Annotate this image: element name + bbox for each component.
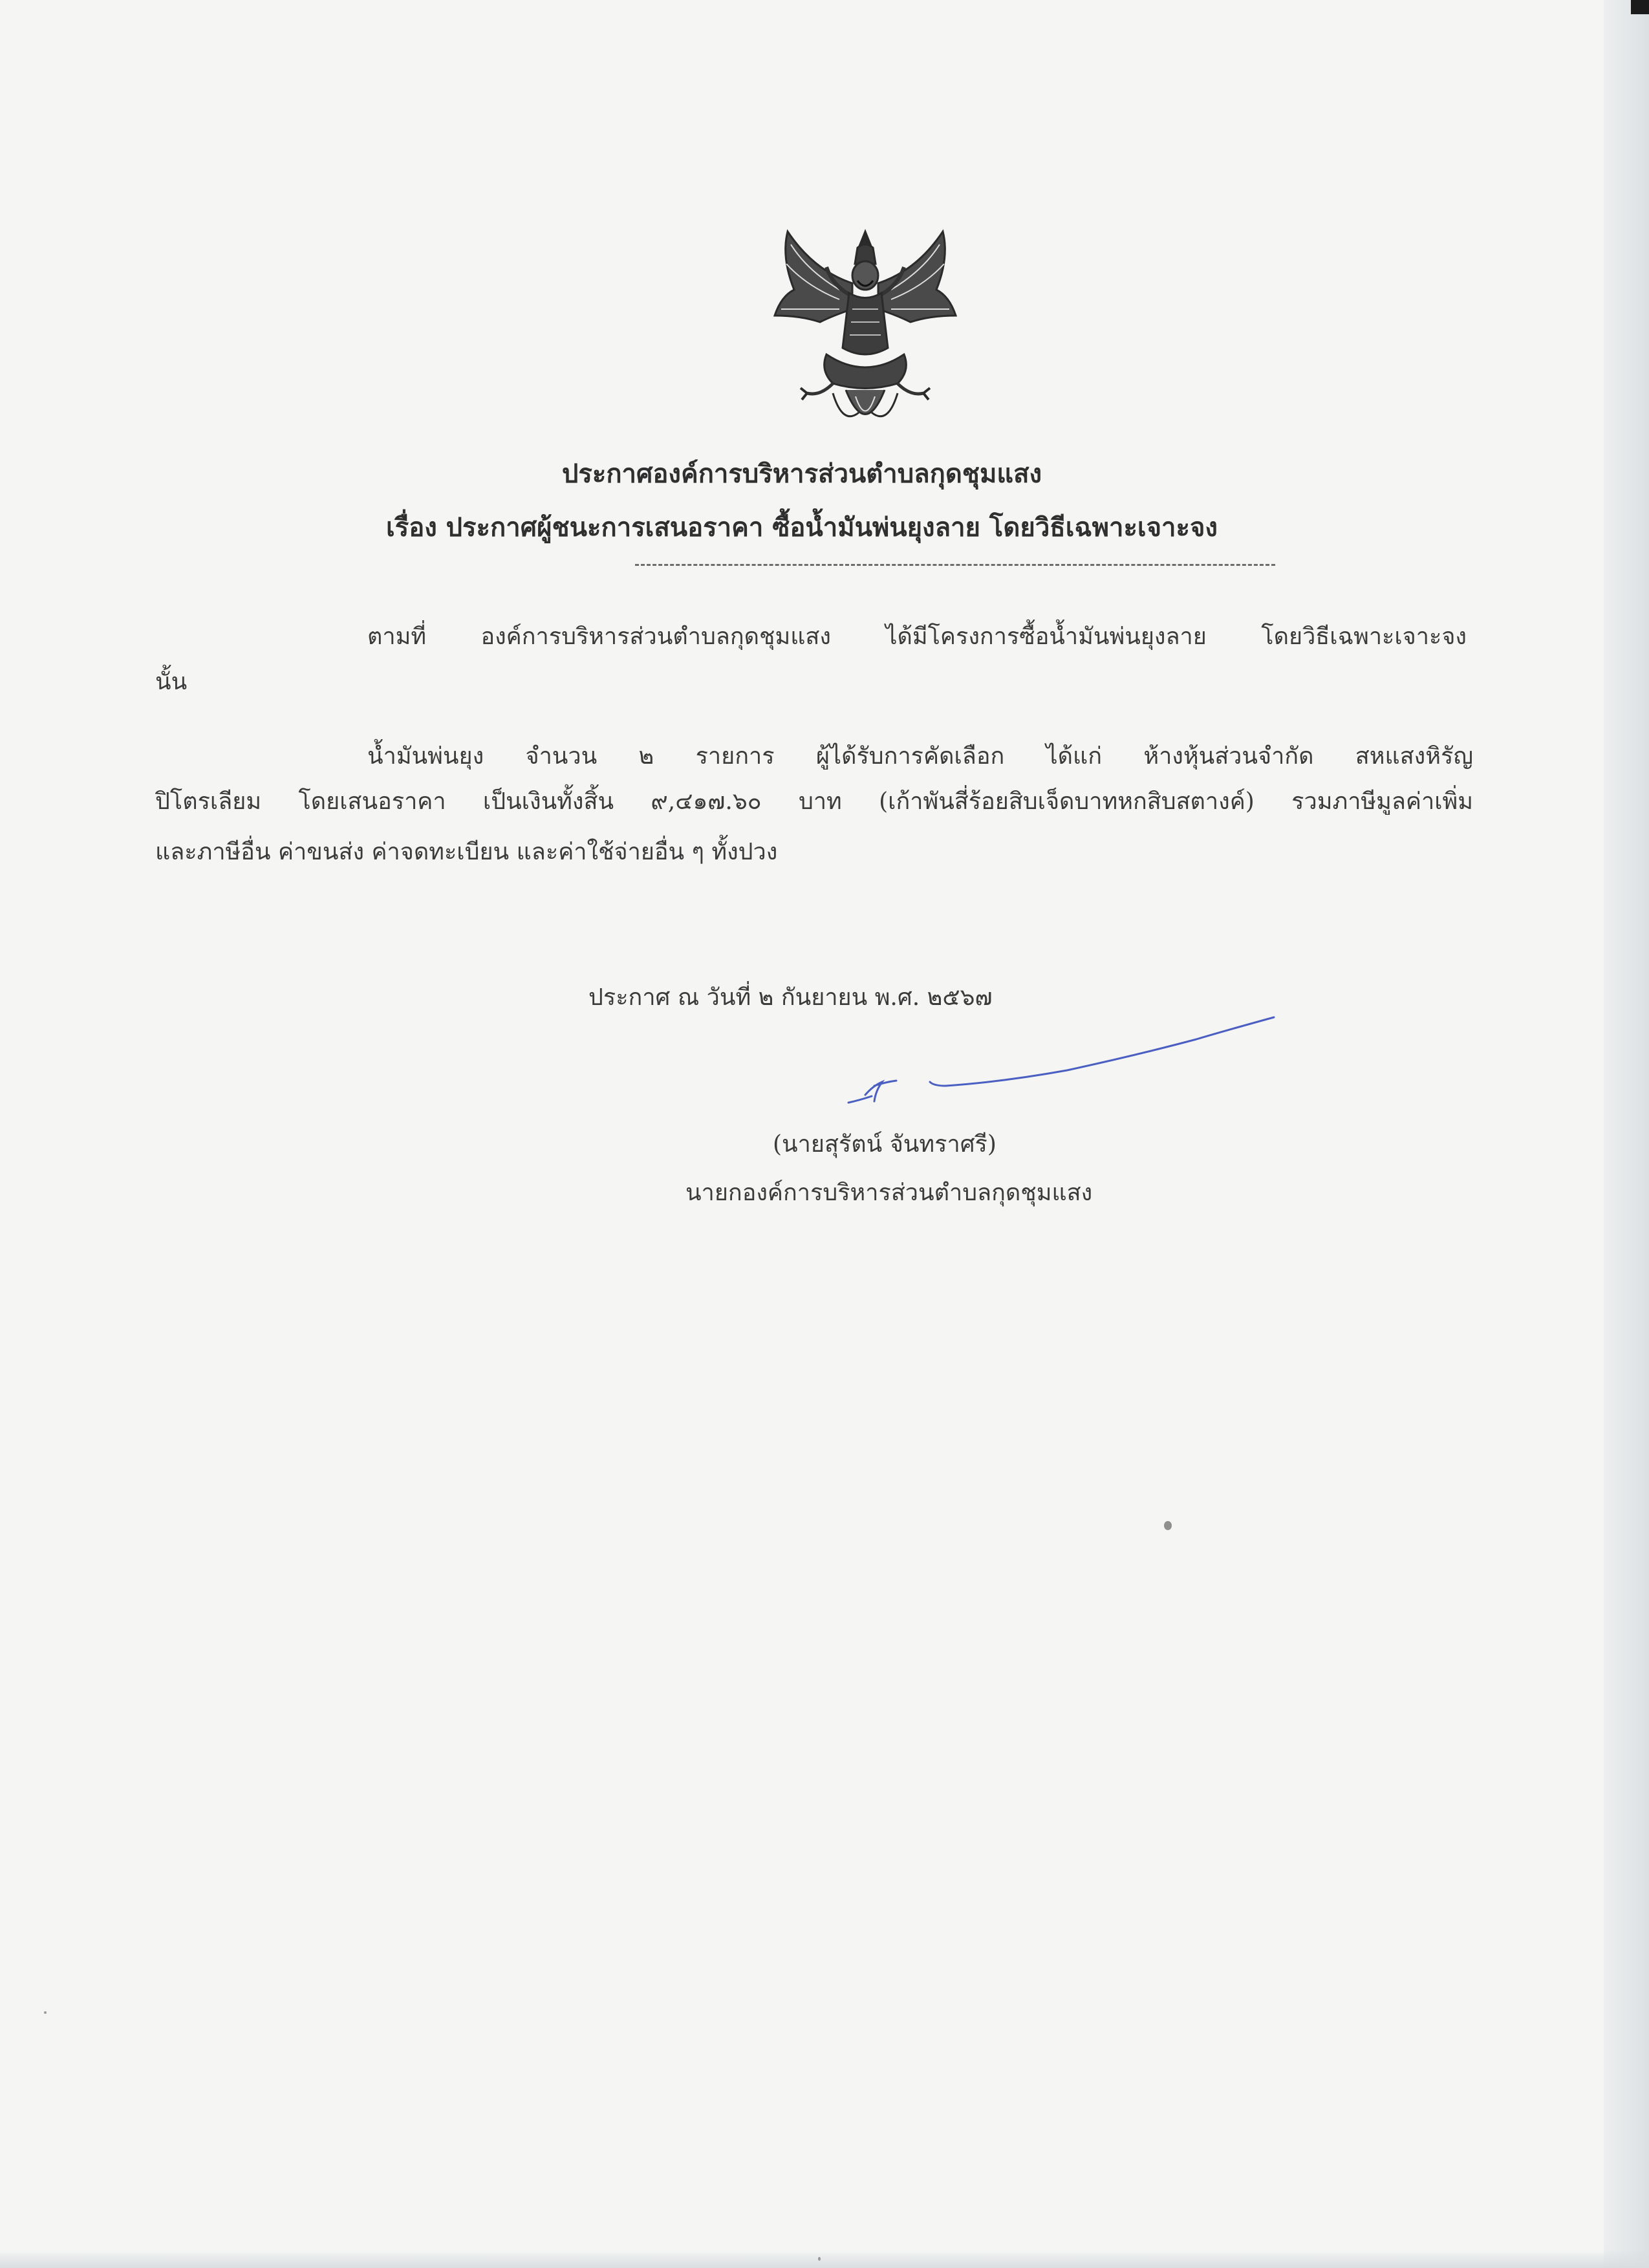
announcement-title: ประกาศองค์การบริหารส่วนตำบลกุดชุมแสง xyxy=(561,459,1042,489)
signatory-name: (นายสุรัตน์ จันทราศรี) xyxy=(773,1131,997,1158)
paragraph2-line3: และภาษีอื่น ค่าขนส่ง ค่าจดทะเบียน และค่าใช้จ่ายอื่น ๆ ทั้งปวง xyxy=(155,839,778,865)
paragraph1-line1: ตามที่ องค์การบริหารส่วนตำบลกุดชุมแสง ได้มีโครงการซื้อน้ำมันพ่นยุงลาย โดยวิธีเฉพาะเจาะจง xyxy=(367,623,1467,650)
scan-edge xyxy=(1604,0,1649,2268)
scan-corner xyxy=(1631,0,1649,14)
garuda-emblem-icon xyxy=(762,219,969,445)
announcement-subject: เรื่อง ประกาศผู้ชนะการเสนอราคา ซื้อน้ำมันพ่นยุงลาย โดยวิธีเฉพาะเจาะจง xyxy=(386,512,1218,543)
announcement-date: ประกาศ ณ วันที่ ๒ กันยายน พ.ศ. ๒๕๖๗ xyxy=(588,984,993,1011)
paper-speck xyxy=(1164,1521,1172,1530)
paragraph2-line2: ปิโตรเลียม โดยเสนอราคา เป็นเงินทั้งสิ้น ๙,๔๑๗.๖๐ บาท (เก้าพันสี่ร้อยสิบเจ็ดบาทหกสิบสตางค์) รวมภาษีมูลค่าเพิ่ม xyxy=(155,788,1473,815)
title-separator xyxy=(635,564,1275,566)
paragraph2-line1: น้ำมันพ่นยุง จำนวน ๒ รายการ ผู้ได้รับการคัดเลือก ได้แก่ ห้างหุ้นส่วนจำกัด สหแสงหิรัญ xyxy=(367,743,1473,770)
scan-bottom-edge xyxy=(0,2250,1649,2268)
paper-speck xyxy=(44,2011,47,2014)
signatory-position: นายกองค์การบริหารส่วนตำบลกุดชุมแสง xyxy=(685,1180,1093,1206)
handwritten-signature xyxy=(834,1006,1287,1116)
paragraph1-line2: นั้น xyxy=(155,669,188,695)
